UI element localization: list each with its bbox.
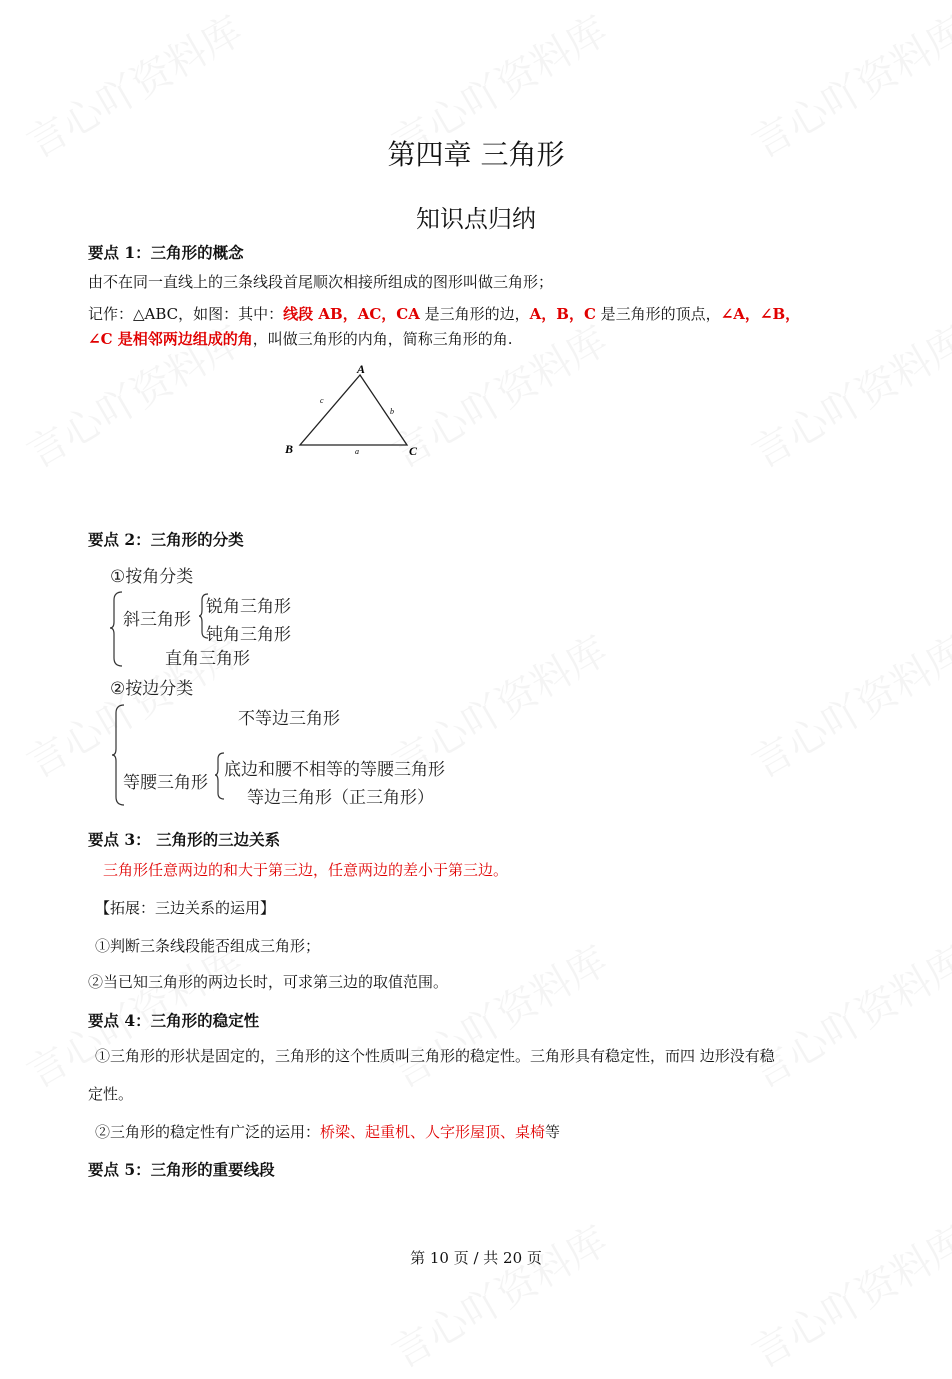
extension-use-1: ①判断三条线段能否组成三角形； [95, 937, 321, 955]
point1-heading: 要点 1：三角形的概念 [88, 243, 244, 262]
side-label-b: b [390, 407, 394, 416]
point3-heading: 要点 3： 三角形的三边关系 [88, 830, 281, 849]
obtuse-triangle: 钝角三角形 [206, 625, 291, 645]
page-footer: 第 10 页 / 共 20 页 [410, 1249, 542, 1267]
point4-heading: 要点 4：三角形的稳定性 [88, 1011, 260, 1030]
chapter-title: 第四章 三角形 [387, 138, 565, 171]
point5-heading: 要点 5：三角形的重要线段 [88, 1160, 275, 1179]
non-equilateral-isosceles: 底边和腰不相等的等腰三角形 [224, 760, 445, 780]
side-label-a: a [355, 447, 359, 456]
watermark [740, 310, 952, 479]
vertex-label-a: A [357, 362, 366, 376]
inner-brace [215, 753, 224, 799]
sides-highlight: 线段 AB，AC，CA [283, 305, 420, 323]
angles-highlight: ∠A，∠B， [720, 305, 801, 323]
right-triangle: 直角三角形 [165, 649, 250, 669]
extension-use-2: ②当已知三角形的两边长时，可求第三边的取值范围。 [88, 973, 449, 991]
notation-text: 是三角形的顶点， [595, 305, 721, 323]
triangle-inequality-rule: 三角形任意两边的和大于第三边，任意两边的差小于第三边。 [103, 861, 509, 879]
point2-heading: 要点 2：三角形的分类 [88, 530, 244, 549]
stability-examples: 桥梁、起重机、人字形屋顶、桌椅 [320, 1123, 546, 1141]
watermark [740, 930, 952, 1099]
vertex-label-c: C [409, 444, 418, 458]
watermark [380, 1210, 616, 1379]
triangle-figure [270, 355, 440, 465]
equilateral-triangle: 等边三角形（正三角形） [247, 788, 434, 808]
vertex-label-b: B [285, 442, 294, 456]
extension-heading: 【拓展：三边关系的运用】 [95, 899, 276, 917]
watermark [740, 620, 952, 789]
watermark [380, 930, 616, 1099]
point1-notation-line1 [88, 303, 800, 324]
notation-text: 记作：△ABC，如图：其中： [88, 305, 284, 323]
point1-notation-line2 [88, 328, 513, 349]
oblique-triangle: 斜三角形 [123, 610, 191, 630]
watermark [740, 1210, 952, 1379]
stability-statement-2 [95, 1121, 560, 1142]
stability-statement-1-cont: 定性。 [88, 1085, 134, 1103]
notation-text: 是三角形的边， [419, 305, 530, 323]
isosceles-triangle: 等腰三角形 [123, 773, 208, 793]
acute-triangle: 锐角三角形 [206, 597, 291, 617]
side-classification-brackets [112, 703, 227, 809]
notation-text: ，叫做三角形的内角，简称三角形的角. [252, 330, 513, 348]
section-title: 知识点归纳 [416, 205, 536, 233]
stability-text: 等 [545, 1123, 561, 1141]
stability-text: ②三角形的稳定性有广泛的运用： [95, 1123, 321, 1141]
scalene-triangle: 不等边三角形 [238, 709, 340, 729]
by-side-label: ②按边分类 [110, 679, 194, 699]
by-angle-label: ①按角分类 [110, 567, 194, 587]
vertices-highlight: A，B，C [529, 305, 596, 323]
outer-brace [110, 592, 122, 666]
angles-highlight: ∠C 是相邻两边组成的角 [88, 330, 253, 348]
stability-statement-1: ①三角形的形状是固定的，三角形的这个性质叫三角形的稳定性。三角形具有稳定性，而四 边形没有稳 [95, 1047, 775, 1065]
point1-definition: 由不在同一直线上的三条线段首尾顺次相接所组成的图形叫做三角形； [88, 273, 554, 291]
side-label-c: c [320, 396, 324, 405]
